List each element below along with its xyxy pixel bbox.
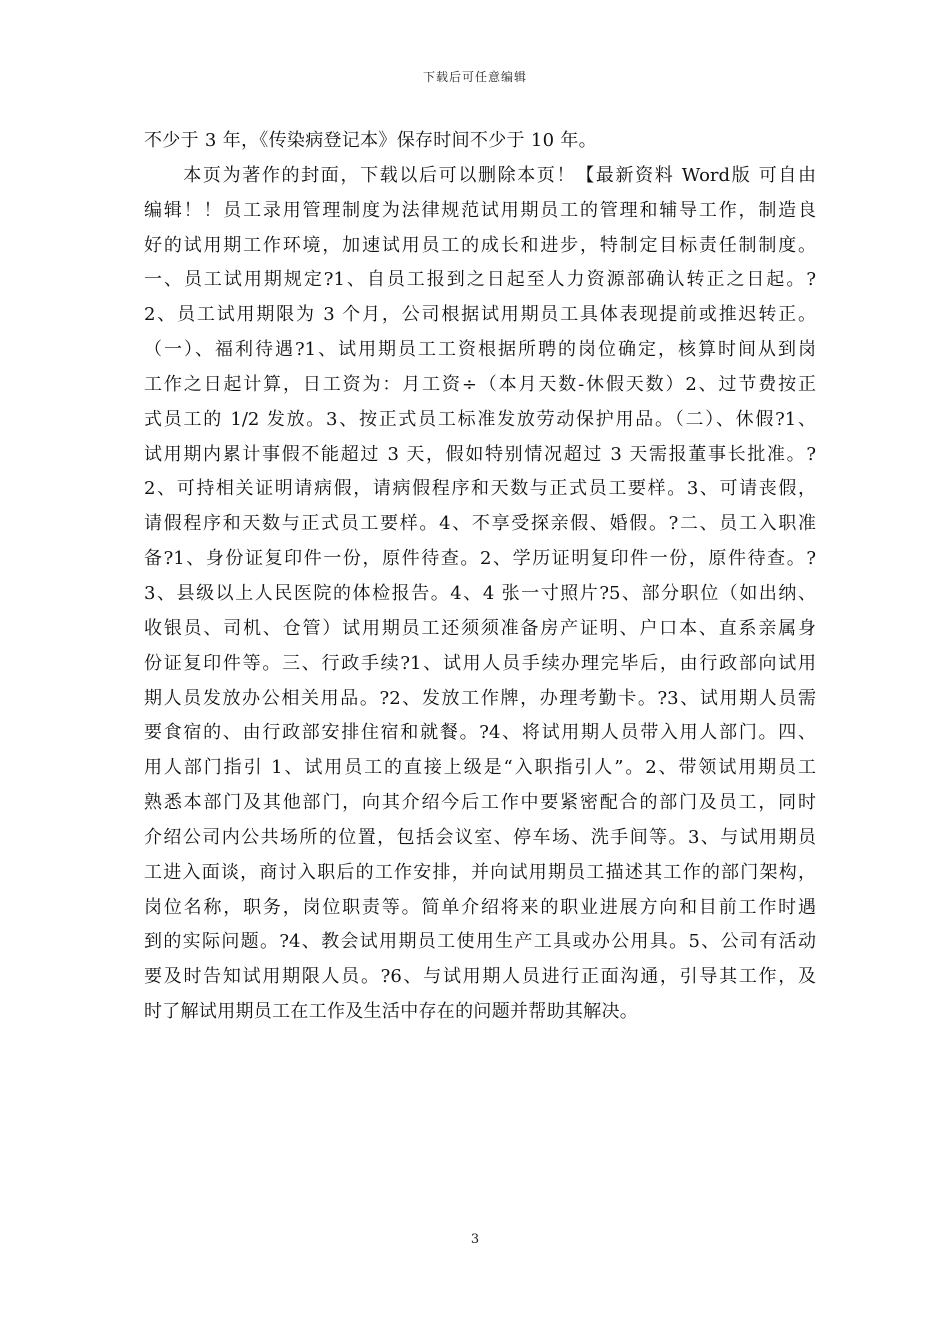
text-line: （一）、福利待遇?1、试用期员工工资根据所聘的岗位确定，核算时间从到岗 [144, 339, 816, 361]
text-line: 时了解试用期员工在工作及生活中存在的问题并帮助其解决。 [144, 1001, 639, 1023]
text-line: 工作之日起计算，日工资为：月工资÷（本月天数-休假天数）2、过节费按正 [144, 373, 816, 395]
text-line: 2、员工试用期限为 3 个月，公司根据试用期员工具体表现提前或推迟转正。 [144, 304, 816, 326]
text-line: 一、员工试用期规定?1、自员工报到之日起至人力资源部确认转正之日起。? [144, 269, 816, 291]
text-line: 收银员、司机、仓管）试用期员工还须须准备房产证明、户口本、直系亲属身 [144, 617, 816, 639]
text-line: 式员工的 1/2 发放。3、按正式员工标准发放劳动保护用品。（二）、休假?1、 [144, 408, 816, 430]
document-body [144, 124, 816, 1030]
text-line: 不少于 3 年，《传染病登记本》保存时间不少于 10 年。 [144, 130, 597, 151]
text-line: 编辑！！员工录用管理制度为法律规范试用期员工的管理和辅导工作，制造良 [144, 199, 816, 221]
text-line: 要食宿的、由行政部安排住宿和就餐。?4、将试用期人员带入用人部门。四、 [144, 722, 816, 744]
text-line: 备?1、身份证复印件一份，原件待查。2、学历证明复印件一份，原件待查。? [144, 548, 816, 570]
text-line: 工进入面谈，商讨入职后的工作安排，并向试用期员工描述其工作的部门架构， [144, 861, 816, 883]
page-number: 3 [470, 1232, 480, 1247]
text-line: 2、可持相关证明请病假，请病假程序和天数与正式员工要样。3、可请丧假， [144, 478, 816, 500]
text-line: 请假程序和天数与正式员工要样。4、不享受探亲假、婚假。?二、员工入职准 [144, 513, 816, 535]
text-line: 岗位名称，职务，岗位职责等。简单介绍将来的职业进展方向和目前工作时遇 [144, 896, 816, 918]
text-line: 3、县级以上人民医院的体检报告。4、4 张一寸照片?5、部分职位（如出纳、 [144, 582, 816, 604]
text-line: 熟悉本部门及其他部门，向其介绍今后工作中要紧密配合的部门及员工，同时 [144, 792, 816, 814]
text-line: 要及时告知试用期限人员。?6、与试用期人员进行正面沟通，引导其工作，及 [144, 966, 816, 988]
text-line: 试用期内累计事假不能超过 3 天，假如特别情况超过 3 天需报董事长批准。? [144, 443, 816, 465]
text-line: 本页为著作的封面，下载以后可以删除本页！【最新资料 Word版 可自由 [144, 164, 816, 186]
text-line: 份证复印件等。三、行政手续?1、试用人员手续办理完毕后，由行政部向试用 [144, 652, 816, 674]
text-line: 期人员发放办公相关用品。?2、发放工作牌，办理考勤卡。?3、试用期人员需 [144, 687, 816, 709]
text-line: 介绍公司内公共场所的位置，包括会议室、停车场、洗手间等。3、与试用期员 [144, 826, 816, 848]
text-line: 到的实际问题。?4、教会试用期员工使用生产工具或办公用具。5、公司有活动 [144, 931, 816, 953]
page-header: 下载后可任意编辑 [422, 70, 527, 84]
text-line: 好的试用期工作环境，加速试用员工的成长和进步，特制定目标责任制制度。 [144, 234, 816, 256]
text-line: 用人部门指引 1、试用员工的直接上级是“入职指引人”。2、带领试用期员工 [144, 757, 816, 779]
